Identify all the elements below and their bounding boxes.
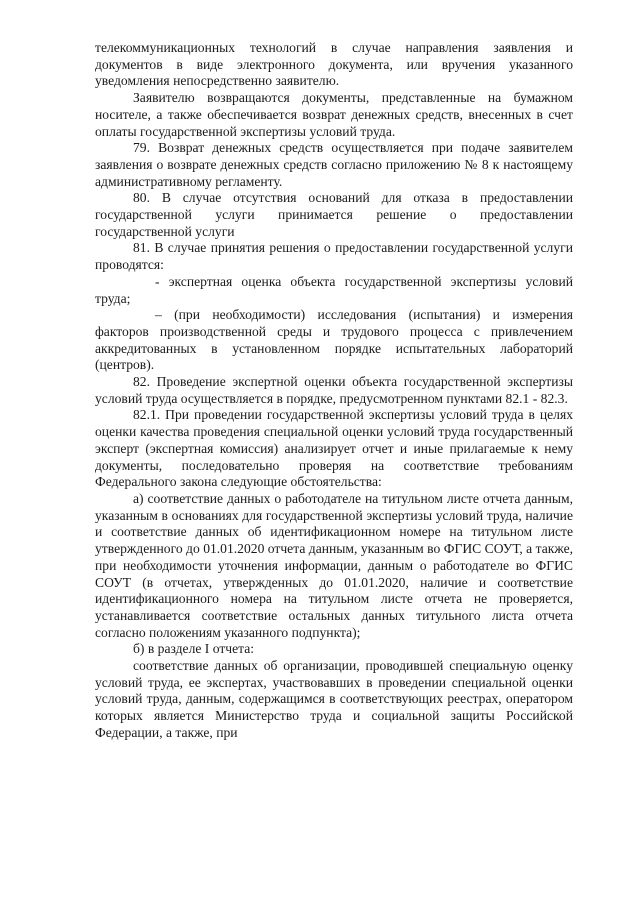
- paragraph-82: 82. Проведение экспертной оценки объекта государственной экспертизы условий труда осуществляется в порядке, предусмотренном пунктами 82.1 - 82.3.: [95, 374, 573, 406]
- subparagraph-a: а) соответствие данных о работодателе на титульном листе отчета данным, указанным в основаниях для государственной экспертизы условий труда, наличие и соответствие данных об идентификационном номере на титульном листе утвержденного до 01.01.2020 отчета данным, указанным во ФГИС СОУТ, а также, при необходимости уточнения информации, данным о работодателе во ФГИС СОУТ (в отчетах, утвержденных до 01.01.2020, наличие и соответствие идентификационного номера на титульном листе отчета не проверяется, устанавливается соответствие остальных данных титульного листа отчета согласно положениям указанного подпункта);: [95, 490, 573, 640]
- list-item-measurements: – (при необходимости) исследования (испытания) и измерения факторов производственной среды и трудового процесса с привлечением аккредитованных в установленном порядке испытательных лабораторий (центров).: [95, 307, 573, 373]
- document-body: [95, 40, 573, 742]
- paragraph-continuation: телекоммуникационных технологий в случае направления заявления и документов в виде электронного документа, или вручения указанного уведомления непосредственно заявителю.: [95, 40, 573, 89]
- paragraph-82-1: 82.1. При проведении государственной экспертизы условий труда в целях оценки качества проведения специальной оценки условий труда государственный эксперт (экспертная комиссия) анализирует отчет и иные прилагаемые к нему документы, последовательно проверяя на соответствие требованиям Федерального закона следующие обстоятельства:: [95, 407, 573, 490]
- paragraph-81: 81. В случае принятия решения о предоставлении государственной услуги проводятся:: [95, 240, 573, 273]
- paragraph-organization-data: соответствие данных об организации, проводившей специальную оценку условий труда, ее экспертах, участвовавших в проведении специальной оценки условий труда, данным, содержащимся в соответствующих реестрах, оператором которых является Министерство труда и социальной защиты Российской Федерации, а также, при: [95, 658, 573, 740]
- paragraph-return-documents: Заявителю возвращаются документы, представленные на бумажном носителе, а также обеспечивается возврат денежных средств, внесенных в счет оплаты государственной экспертизы условий труда.: [95, 90, 573, 139]
- subparagraph-b: б) в разделе I отчета:: [133, 641, 255, 657]
- list-item-expert-assessment: - экспертная оценка объекта государственной экспертизы условий труда;: [95, 273, 573, 306]
- paragraph-79: 79. Возврат денежных средств осуществляется при подаче заявителем заявления о возврате денежных средств согласно приложению № 8 к настоящему административному регламенту.: [95, 140, 573, 189]
- paragraph-80: 80. В случае отсутствия оснований для отказа в предоставлении государственной услуги принимается решение о предоставлении государственной услуги: [95, 190, 573, 239]
